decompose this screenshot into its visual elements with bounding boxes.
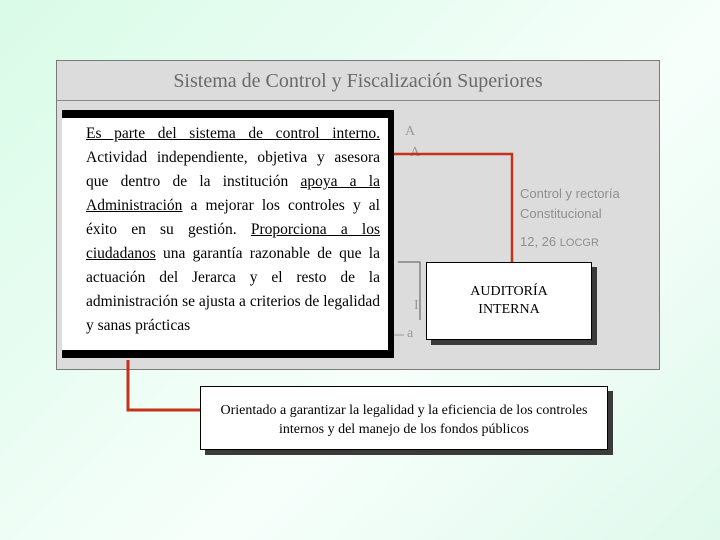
hidden-fragment: a: [407, 326, 414, 341]
hidden-fragment: A: [405, 124, 416, 139]
purpose-box: [200, 386, 608, 450]
control-label: Control y rectoría: [520, 186, 620, 201]
callout-seg6: una garantía razonable de que la actuación del Jerarca y el resto de la administración se ajusta a criterios de legalidad y sanas prácticas: [86, 245, 380, 334]
callout-seg1: Es parte del sistema de control interno.: [86, 125, 380, 142]
callout-seg4: a mejorar los controles y al éxito en su gestión.: [86, 197, 380, 238]
callout-seg2: Actividad independiente, objetiva y asesora que dentro de la institución: [86, 149, 380, 190]
articles-number: 12, 26: [520, 234, 557, 249]
purpose-text: Orientado a garantizar la legalidad y la eficiencia de los controles internos y del manejo de los fondos públicos: [220, 403, 588, 437]
internal-audit-callout: [62, 118, 388, 350]
auditoria-line2: INTERNA: [478, 302, 540, 317]
law-acronym: LOCGR: [559, 237, 599, 249]
callout-seg3: apoya a la Administración: [86, 173, 380, 214]
constitutional-label: Constitucional: [520, 206, 602, 221]
callout-paragraph: [86, 122, 380, 338]
auditoria-line1: AUDITORÍA: [470, 284, 548, 299]
panel-title: Sistema de Control y Fiscalización Superiores: [57, 61, 659, 101]
hidden-fragment: I: [414, 298, 419, 313]
hidden-fragment: A: [410, 145, 421, 160]
auditoria-interna-box: [426, 262, 592, 340]
callout-seg5: Proporciona a los ciudadanos: [86, 221, 380, 262]
articles-label: [520, 232, 599, 253]
